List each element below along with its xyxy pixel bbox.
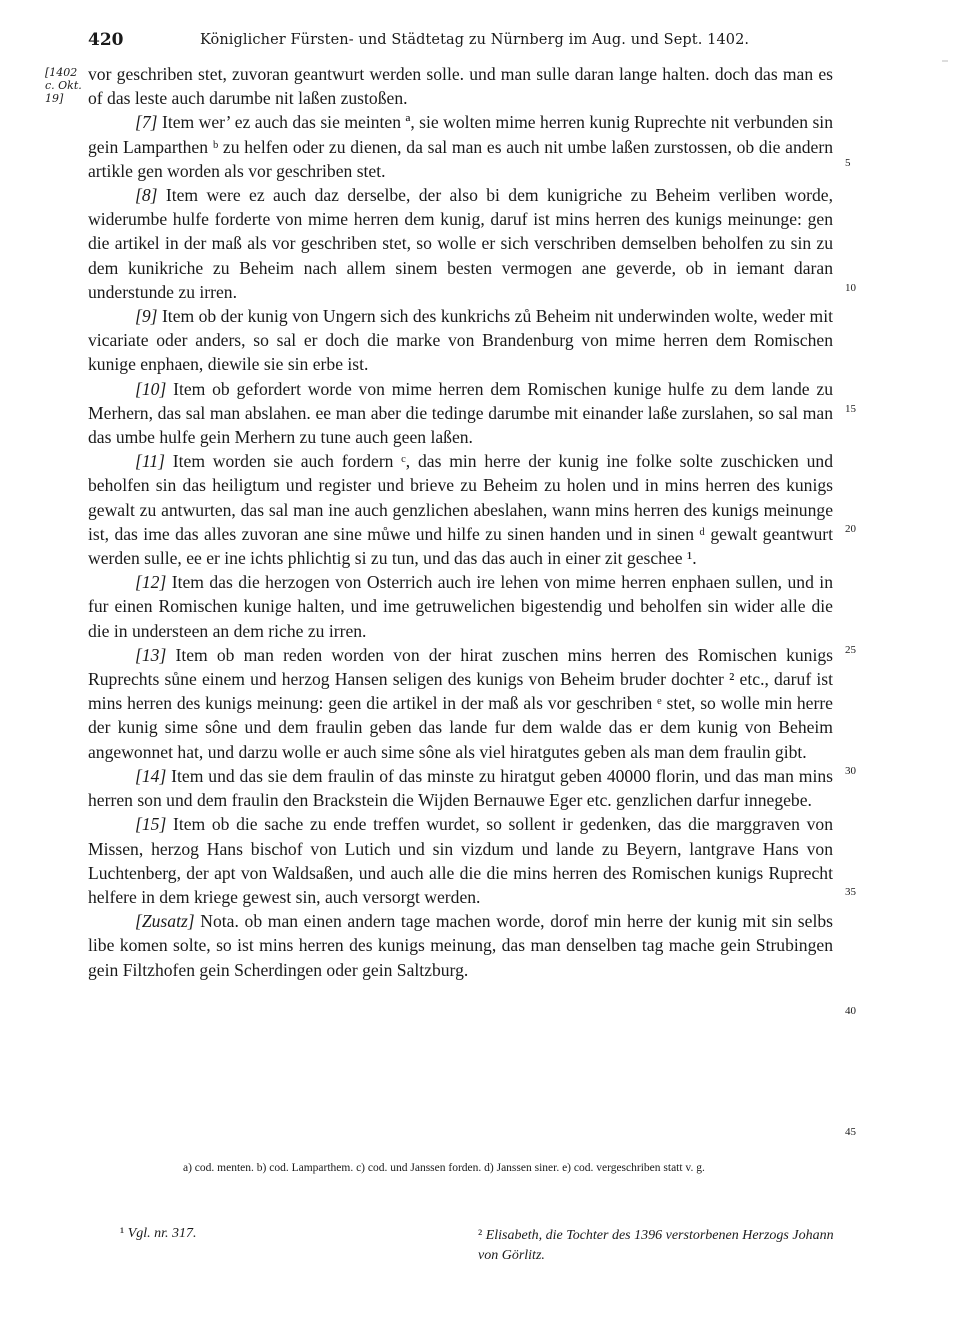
main-text	[88, 62, 833, 982]
line-number: 15	[845, 403, 856, 415]
line-number: 30	[845, 765, 856, 777]
paragraph-12: [12] Item das die herzogen von Osterrich auch ire lehen von mime herren enphaen sullen, und in fur einen Romischen kunige halten, und ime getruwelichen bigestendig und beholfen sin wider alle die die in understeen an dem riche zu irren.	[88, 572, 833, 641]
paragraph-9: [9] Item ob der kunig von Ungern sich des kunkrichs zů Beheim nit underwinden wolte, weder mit vicariate oder anders, so sal er doch die marke von Brandenburg von mime herren dem Romischen kunige enphaen, diewile sie sin erbe ist.	[88, 306, 833, 375]
footnote-text: Elisabeth, die Tochter des 1396 verstorbenen Herzogs Johann von Görlitz.	[478, 1228, 834, 1263]
paragraph-10: [10] Item ob gefordert worde von mime herren dem Romischen kunige hulfe zu dem lande zu Merhern, das sal man abslahen. ee man aber die tedinge darumbe mit einander laße zurslahen, so sal man das umbe hulfe gein Merhern zu tune auch geen laßen.	[88, 378, 833, 448]
paragraph-7: [7] Item wer’ ez auch das sie meinten ª, sie wolten mime herren kunig Ruprechte nit verbunden sin gein Lamparthen ᵇ zu helfen oder zu dienen, da sal man es auch nit umbe laßen zurstossen, ob die andern artikle gen worden als vor geschriben stet.	[88, 112, 833, 181]
critical-apparatus: a) cod. menten. b) cod. Lamparthem. c) cod. und Janssen forden. d) Janssen siner. e) cod. vergeschriben statt v. g.	[183, 1162, 705, 1174]
footnote-text: Vgl. nr. 317.	[127, 1226, 197, 1241]
running-title: Königlicher Fürsten- und Städtetag zu Nürnberg im Aug. und Sept. 1402.	[200, 32, 750, 48]
line-number: 10	[845, 282, 856, 294]
paragraph-11: [11] Item worden sie auch fordern ᶜ, das min herre der kunig ine folke solte zuschicken und beholfen sin das heiligtum und register und brieve zu Beheim zu holen und in mins herren des kunigs gewalt zu antwurten, das sal man ine auch genzlichen abeslahen, wann mins herren des kunigs meinunge ist, das ime das alles zuvoran ane sine můwe und hilfe zu sinen handen und in sinen ᵈ gewalt geantwurt werden sulle, ee er ine ichts phlichtig si zu tun, und das das auch in einer zit geschee ¹.	[88, 451, 833, 569]
line-number: 5	[845, 157, 851, 169]
paragraph-0: vor geschriben stet, zuvoran geantwurt werden solle. und man sulle daran lange halten. doch das man es of das leste auch darumbe nit laßen zustoßen.	[88, 64, 833, 109]
margin-date: [1402 c. Okt. 19]	[45, 66, 82, 105]
line-number: 40	[845, 1005, 856, 1017]
page-header	[88, 30, 833, 54]
footnote-mark: ²	[478, 1228, 483, 1243]
footnote-mark: ¹	[120, 1226, 125, 1241]
line-number: 35	[845, 886, 856, 898]
paragraph-15: [15] Item ob die sache zu ende treffen wurdet, so sollent ir gedenken, das die marggraven von Missen, herzog Hans bischof von Lutich und sin vizdum und lande zu Beyern, lantgrave Hans von Luchtenberg, der apt von Waldsaßen, und auch alle die die mins herren des Romischen kunigs Ruprecht helfere in dem kriege gewest sin, auch versorgt werden.	[88, 814, 833, 907]
paragraph-zusatz: [Zusatz] Nota. ob man einen andern tage machen worde, dorof min herre der kunig mit sin selbs libe komen solte, so ist mins herren des kunigs meinung, das man denselben tag mache gein Strubingen gein Filtzhofen gein Scherdingen oder gein Saltzburg.	[88, 911, 833, 980]
paragraph-14: [14] Item und das sie dem fraulin of das minste zu hiratgut geben 40000 florin, und das man mins herren son und dem fraulin den Brackstein die Wijden Bernauwe Eger etc. genzlichen darfur innegebe.	[88, 765, 833, 811]
footnote-1	[120, 1226, 197, 1242]
line-number: 45	[845, 1126, 856, 1138]
page-number: 420	[88, 30, 124, 50]
scan-edge-mark	[942, 60, 948, 62]
footnote-2	[478, 1226, 838, 1266]
line-number: 20	[845, 523, 856, 535]
line-number: 25	[845, 644, 856, 656]
paragraph-8: [8] Item were ez auch daz derselbe, der also bi dem kunigriche zu Beheim verliben worde, widerumbe hulfe forderte von mime herren dem kunig, daruf ist mins herren des kunigs meinunge: gen die artikel in der maß als vor geschriben stet, so wolle er sich verschriben demselben beholfen zu sin zu dem kunikriche zu Beheim nach allem sinem besten vermogen ane geverde, ob in iemant daran understunde zu irren.	[88, 185, 833, 302]
paragraph-13: [13] Item ob man reden worden von der hirat zuschen mins herren des Romischen kunigs Ruprechts sůne einem und herzog Hansen seligen des kunigs von Beheim bruder dochter ² etc., daruf ist mins herren des kunigs meinung: geen die artikel in der maß als vor geschriben ᵉ stet, so wolle min herre der kunig sime sône und dem fraulin geben das lande fur dem walde das er dem kunig von Beheim angewonnet hat, und darzu wolle er auch sime sône als viel hiratgutes geben als man dem fraulin gibt.	[88, 644, 833, 762]
